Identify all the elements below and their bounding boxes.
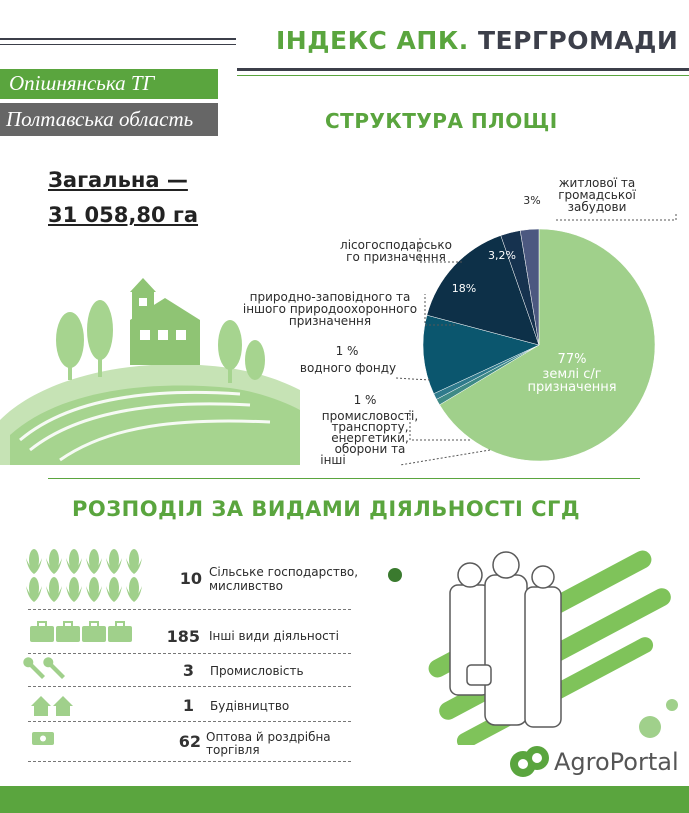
industry-pct-label: 1 %: [353, 393, 377, 407]
workers-illustration: [385, 545, 685, 745]
activity-count-construction: 1: [182, 696, 194, 715]
briefcase-handle-icon: [116, 622, 124, 627]
activity-divider-2: [28, 653, 351, 654]
money-icon: [32, 732, 54, 745]
activity-label-trade-line1: Оптова й роздрібна: [206, 730, 331, 744]
briefcase-icon: [108, 626, 132, 642]
activity-label-industry: Промисловість: [210, 664, 304, 678]
activity-count-trade: 62: [178, 732, 201, 751]
nature-label-line1: природно-заповідного та: [249, 290, 411, 304]
water-label: водного фонду: [299, 361, 397, 375]
agri-label-line2: призначення: [527, 380, 617, 395]
activity-divider-4: [28, 721, 351, 722]
water-pct-label: 1 %: [335, 344, 359, 358]
main-title-part1: ІНДЕКС АПК.: [276, 26, 469, 55]
region-badge: Полтавська область: [0, 103, 218, 136]
activity-divider-5: [28, 761, 351, 762]
agri-label-line1: землі с/г: [542, 367, 602, 382]
briefcase-icon: [82, 626, 106, 642]
structure-title: СТРУКТУРА ПЛОЩІ: [325, 109, 558, 133]
activity-label-construction: Будівництво: [210, 699, 290, 713]
nature-label-line3: призначення: [288, 314, 372, 328]
housing-label-line1: житлової та: [558, 176, 636, 190]
nature-label-line2: іншого природоохоронного: [242, 302, 418, 316]
small-slice-pct-label: 3,2%: [488, 249, 516, 262]
briefcase-handle-icon: [90, 622, 98, 627]
briefcase-icon: [30, 626, 54, 642]
housing-pct-label: 3%: [523, 194, 541, 207]
activity-count-agriculture: 10: [179, 569, 202, 588]
industry-label-line3: енергетики,: [331, 431, 409, 445]
community-badge: Опішнянська ТГ: [0, 69, 218, 99]
briefcase-icon: [56, 626, 80, 642]
agroportal-logo-icon: [508, 742, 552, 782]
housing-label-line3: забудови: [567, 200, 627, 214]
activity-label-agriculture-line1: Сільське господарство,: [209, 565, 359, 579]
activities-title: РОЗПОДІЛ ЗА ВИДАМИ ДІЯЛЬНОСТІ СГД: [72, 497, 581, 521]
footer-bar: [0, 786, 689, 813]
activity-divider-3: [28, 686, 351, 687]
agri-pct-label: 77%: [557, 352, 587, 367]
wrench-icon: [23, 657, 65, 679]
briefcase-handle-icon: [38, 622, 46, 627]
activity-count-industry: 3: [182, 661, 194, 680]
total-area-label: Загальна —: [48, 168, 188, 192]
activity-label-other: Інші види діяльності: [209, 629, 339, 643]
briefcase-handle-icon: [64, 622, 72, 627]
agroportal-logo-text: AgroPortal: [554, 748, 679, 776]
industry-label-line4: оборони та: [334, 442, 406, 456]
forest-pct-label: 18%: [451, 282, 477, 295]
industry-label-line1: промисловості,: [321, 409, 419, 423]
main-title-part2: ТЕРГРОМАДИ: [477, 26, 679, 55]
activity-label-trade-line2: торгівля: [206, 743, 260, 757]
activity-divider-1: [28, 609, 351, 610]
industry-label-line2: транспорту,: [331, 420, 409, 434]
housing-label-line2: громадської: [558, 188, 636, 202]
activity-count-other: 185: [166, 627, 200, 646]
total-area-value: 31 058,80 га: [48, 203, 199, 227]
forest-label-line1: лісогосподарсько: [340, 238, 452, 252]
house-icon: [31, 696, 73, 716]
activity-label-agriculture-line2: мисливство: [209, 579, 283, 593]
industry-label-line5: інші: [320, 453, 346, 467]
forest-label-line2: го призначення: [346, 250, 446, 264]
